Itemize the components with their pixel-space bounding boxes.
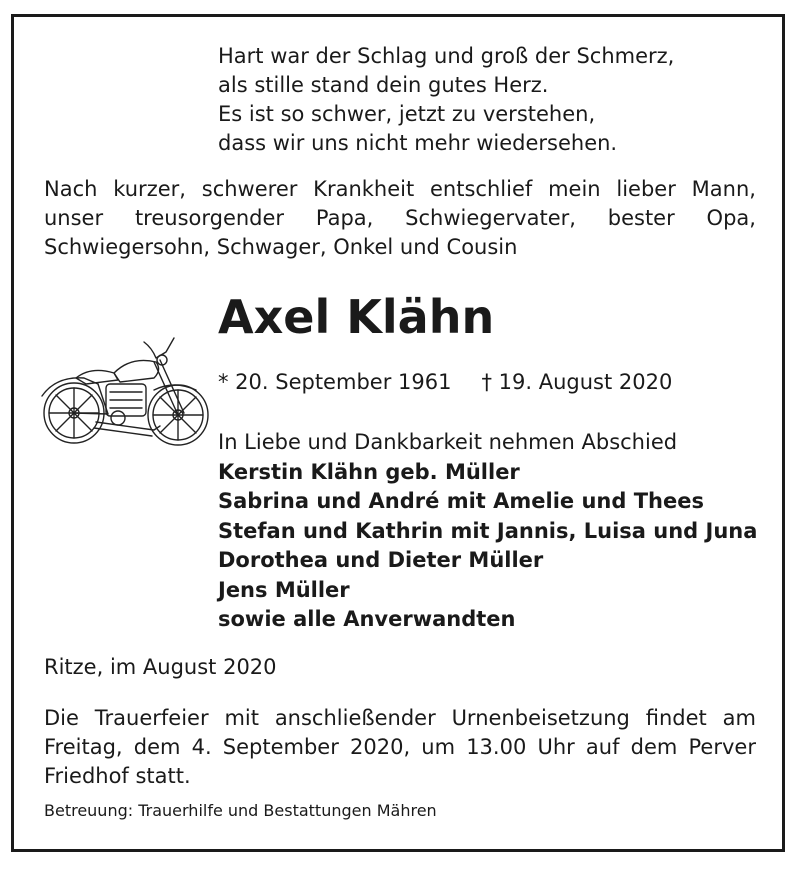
intro-word: Mann, (691, 177, 756, 201)
poem-line: Es ist so schwer, jetzt zu verstehen, (218, 102, 596, 126)
place-date: Ritze, im August 2020 (44, 655, 277, 679)
birth-date: * 20. September 1961 (218, 370, 452, 394)
intro-word: bester (607, 206, 675, 230)
service-word: anschließender (274, 706, 436, 730)
mourner-name: Sabrina und André mit Amelie und Thees (218, 489, 704, 513)
poem (218, 42, 674, 158)
intro-line-3: Schwiegersohn, Schwager, Onkel und Cousin (44, 235, 518, 259)
intro-word: Nach (44, 177, 98, 201)
intro-word: entschlief (430, 177, 533, 201)
mourners-block (218, 428, 757, 635)
service-line-3: Friedhof statt. (44, 764, 191, 788)
service-word: um (421, 735, 456, 759)
intro-word: Krankheit (313, 177, 415, 201)
service-word: dem (630, 735, 678, 759)
intro-word: kurzer, (113, 177, 186, 201)
service-text (44, 704, 756, 791)
mourner-name: Kerstin Klähn geb. Müller (218, 459, 520, 484)
intro-word: lieber (616, 177, 676, 201)
mourner-name: Stefan und Kathrin mit Jannis, Luisa und Juna (218, 518, 758, 543)
service-word: Uhr (537, 735, 575, 759)
mourner-name: Dorothea und Dieter Müller (218, 548, 544, 572)
intro-word: mein (548, 177, 601, 201)
service-word: findet (645, 706, 707, 730)
service-word: Freitag, (44, 735, 123, 759)
mourners-intro: In Liebe und Dankbarkeit nehmen Abschied (218, 430, 678, 454)
intro-word: treusorgender (134, 206, 285, 230)
service-word: dem (133, 735, 181, 759)
service-word: 13.00 (466, 735, 527, 759)
motorcycle-icon (36, 318, 216, 458)
intro-line-2 (44, 204, 756, 233)
intro-word: Papa, (315, 206, 374, 230)
life-dates (218, 368, 672, 397)
intro-line-1 (44, 175, 756, 204)
intro-word: schwerer (201, 177, 298, 201)
service-word: Urnenbeisetzung (451, 706, 630, 730)
deceased-name: Axel Klähn (218, 290, 495, 344)
intro-word: Schwiegervater, (405, 206, 576, 230)
intro-word: Opa, (706, 206, 756, 230)
service-word: am (722, 706, 756, 730)
mourner-name: Jens Müller (218, 577, 350, 602)
service-word: 2020, (350, 735, 411, 759)
service-word: auf (585, 735, 620, 759)
service-word: 4. (191, 735, 212, 759)
service-word: mit (224, 706, 259, 730)
funeral-home-credit: Betreuung: Trauerhilfe und Bestattungen Mähren (44, 801, 437, 820)
intro-word: unser (44, 206, 104, 230)
service-word: Trauerfeier (94, 706, 209, 730)
poem-line: als stille stand dein gutes Herz. (218, 73, 549, 97)
mourner-name: sowie alle Anverwandten (218, 607, 516, 631)
poem-line: dass wir uns nicht mehr wiedersehen. (218, 131, 618, 155)
poem-line: Hart war der Schlag und groß der Schmerz, (218, 44, 675, 68)
service-line-1 (44, 704, 756, 733)
service-word: Perver (688, 735, 756, 759)
service-line-2 (44, 733, 756, 762)
intro-text (44, 175, 756, 262)
service-word: Die (44, 706, 79, 730)
death-date: † 19. August 2020 (481, 370, 673, 394)
service-word: September (222, 735, 339, 759)
